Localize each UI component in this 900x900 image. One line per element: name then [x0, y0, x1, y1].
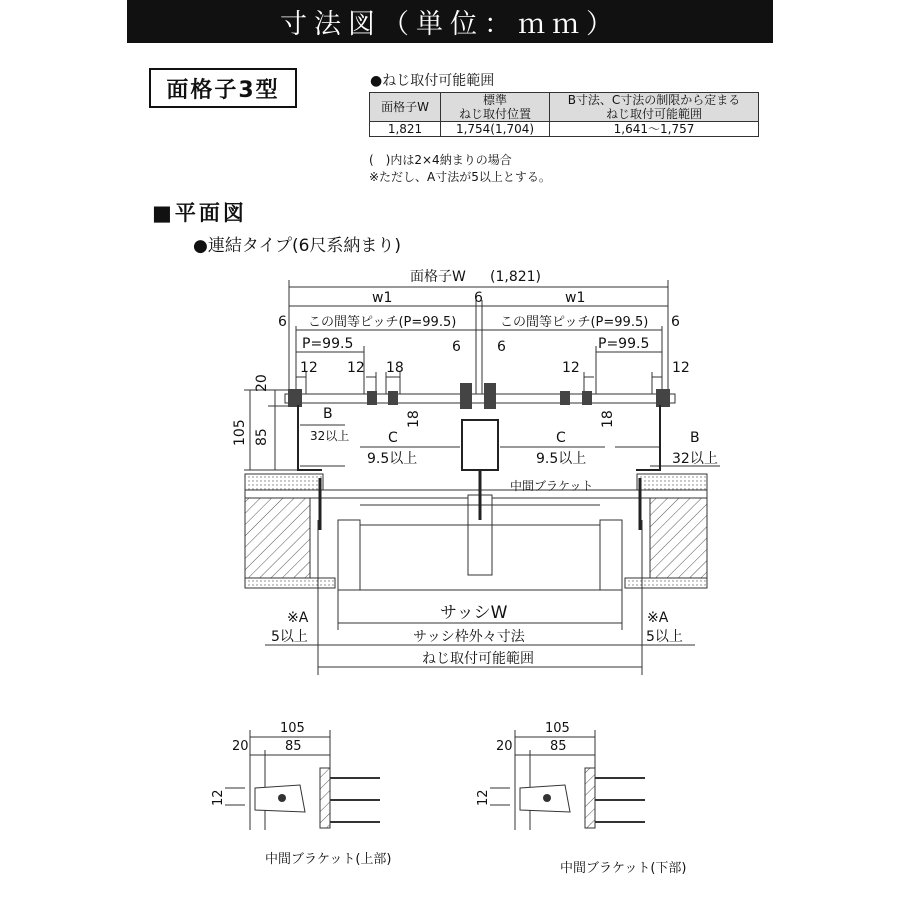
note-2x4: ( )内は2×4納まりの場合 — [369, 153, 512, 167]
detail-upper-caption: 中間ブラケット(上部) — [265, 852, 392, 867]
label-six-mid-right: 6 — [497, 339, 506, 355]
label-six-left: 6 — [278, 314, 287, 330]
detail-upper-bracket — [211, 721, 392, 867]
label-screw-range: ねじ取付可能範囲 — [422, 651, 534, 667]
label-six-mid-left: 6 — [452, 339, 461, 355]
label-20-side: 20 — [254, 374, 270, 392]
section-title: ■平面図 — [152, 201, 247, 225]
detail-upper-85: 85 — [285, 739, 302, 754]
label-six-top: 6 — [474, 290, 483, 306]
detail-lower-caption: 中間ブラケット(下部) — [560, 861, 687, 876]
label-c-right: C — [556, 430, 566, 446]
label-c-limit-left: 9.5以上 — [367, 451, 418, 467]
note-a-dimension: ※ただし、A寸法が5以上とする。 — [369, 170, 551, 184]
label-w1-left: w1 — [372, 290, 393, 306]
detail-lower-12: 12 — [476, 789, 491, 806]
label-b-right: B — [690, 430, 700, 446]
label-pitch-right: この間等ピッチ(P=99.5) — [500, 315, 649, 330]
header-std-line2: ねじ取付位置 — [458, 107, 531, 121]
header-range-line1: B寸法、C寸法の制限から定まる — [567, 93, 741, 107]
label-12-b: 12 — [347, 360, 365, 376]
label-c-limit-right: 9.5以上 — [536, 451, 587, 467]
detail-lower-105: 105 — [545, 721, 570, 736]
label-overall-width: 面格子W — [410, 269, 466, 285]
label-p-right: P=99.5 — [598, 336, 650, 352]
section-subtitle: ●連結タイプ(6尺系納まり) — [193, 236, 402, 256]
label-w1-right: w1 — [565, 290, 586, 306]
label-b-left: B — [323, 406, 333, 422]
label-overall-value: (1,821) — [490, 269, 542, 285]
label-a-right: ※A — [647, 610, 669, 626]
header-std-line1: 標準 — [482, 93, 507, 107]
model-name: 面格子3型 — [149, 68, 297, 108]
detail-lower-bracket — [476, 721, 687, 876]
label-b-limit-right: 32以上 — [672, 451, 718, 467]
label-pitch-left: この間等ピッチ(P=99.5) — [308, 315, 457, 330]
label-a-limit-left: 5以上 — [271, 629, 308, 645]
label-85-side: 85 — [254, 428, 270, 446]
label-a-limit-right: 5以上 — [646, 629, 683, 645]
label-c-left: C — [388, 430, 398, 446]
label-six-right: 6 — [671, 314, 680, 330]
label-b-limit-left: 32以上 — [310, 429, 350, 443]
label-12-c: 12 — [562, 360, 580, 376]
label-a-left: ※A — [287, 610, 309, 626]
label-mid-bracket: 中間ブラケット — [510, 479, 594, 493]
label-sash-w: サッシW — [440, 603, 508, 623]
label-p-left: P=99.5 — [302, 336, 354, 352]
cell-std: 1,754(1,704) — [441, 122, 550, 137]
label-18-right: 18 — [600, 410, 616, 428]
lattice-bars — [285, 383, 675, 409]
label-sash-frame: サッシ枠外々寸法 — [413, 629, 525, 645]
detail-lower-85: 85 — [550, 739, 567, 754]
header-cell-w: 面格子W — [370, 93, 441, 122]
detail-upper-20: 20 — [232, 739, 249, 754]
page-title: 寸法図（単位：ｍｍ） — [127, 0, 773, 43]
detail-upper-105: 105 — [280, 721, 305, 736]
label-12-a: 12 — [300, 360, 318, 376]
label-12-d: 12 — [672, 360, 690, 376]
label-105-side: 105 — [232, 419, 248, 446]
label-18-top: 18 — [386, 360, 404, 376]
screw-range-heading: ●ねじ取付可能範囲 — [370, 73, 495, 89]
detail-lower-20: 20 — [496, 739, 513, 754]
wall-section — [245, 470, 707, 590]
cell-range: 1,641〜1,757 — [550, 122, 759, 137]
detail-upper-12: 12 — [211, 789, 226, 806]
header-range-line2: ねじ取付可能範囲 — [605, 107, 702, 121]
cell-w: 1,821 — [370, 122, 441, 137]
label-18-mid: 18 — [406, 410, 422, 428]
